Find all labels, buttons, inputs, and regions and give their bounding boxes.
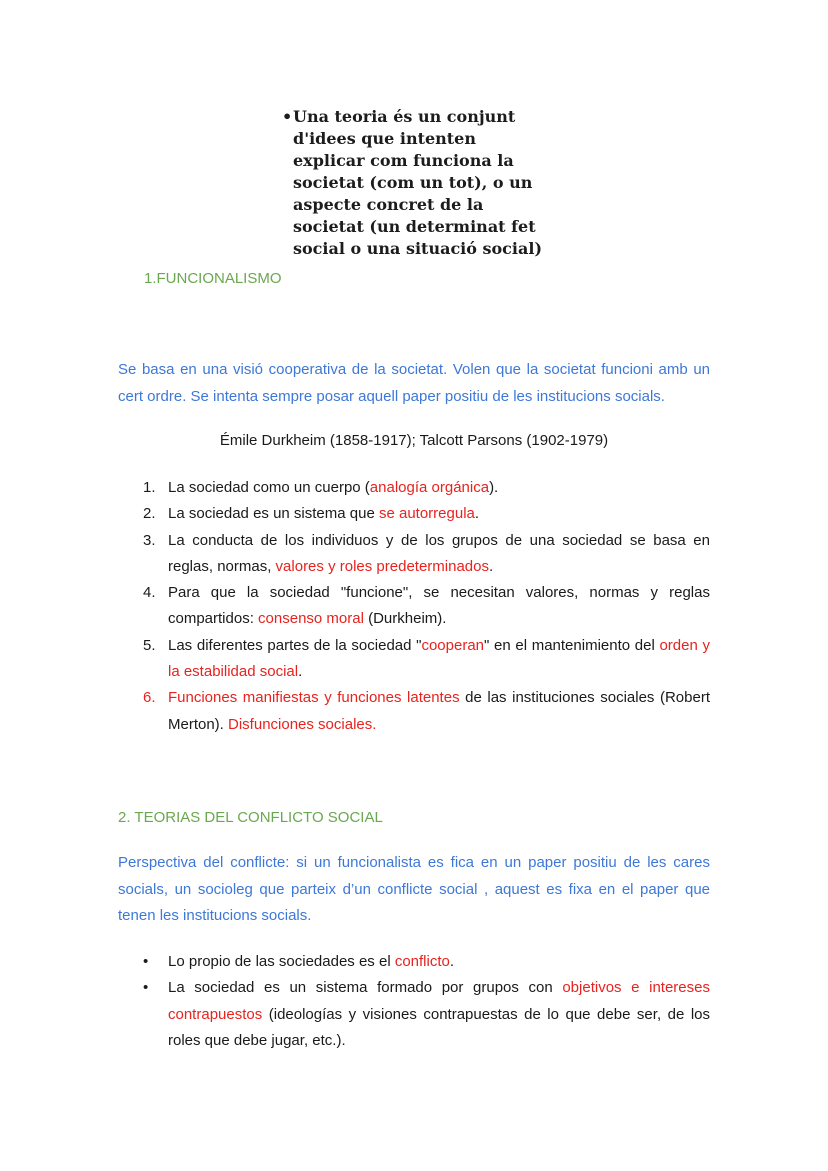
item-highlight: orden y la estabilidad social <box>168 636 710 681</box>
item-highlight: valores y roles predeterminados <box>275 557 489 575</box>
conflicto-description: Perspectiva del conflicte: si un funcionalista es fica en un paper positiu de les cares socials, un socioleg que parteix d’un conflicte social , aquest es fixa en el paper que tenen les institucions socials. <box>118 854 710 924</box>
item-text: La sociedad como un cuerpo ( <box>168 479 370 496</box>
list-number: 2. <box>143 505 156 523</box>
item-text: Para que la sociedad "funcione", se necesitan valores, normas y reglas compartidos: <box>168 584 710 628</box>
funcionalismo-list <box>118 475 710 738</box>
bullet-icon: • <box>143 979 149 997</box>
item-text: (ideologías y visiones contrapuestas de lo que debe ser, de los roles que debe jugar, etc.). <box>168 1005 710 1049</box>
item-text: (Durkheim). <box>363 610 447 628</box>
item-highlight: se autorregula <box>378 505 475 523</box>
item-highlight: Funciones manifiestas y funciones latentes <box>168 689 460 707</box>
item-text: . <box>488 557 494 575</box>
bullet-icon: • <box>282 107 293 126</box>
item-highlight: cooperan <box>421 636 485 654</box>
conflicto-list <box>118 949 710 1054</box>
list-item <box>118 580 710 633</box>
item-text: ). <box>489 479 499 496</box>
item-text: La sociedad es un sistema formado por grupos con <box>168 979 563 997</box>
funcionalismo-description: Se basa en una visió cooperativa de la societat. Volen que la societat funcioni amb un cert ordre. Se intenta sempre posar aquell paper positiu de les institucions socials. <box>118 361 710 405</box>
item-highlight: objetivos e intereses contrapuestos <box>168 979 710 1023</box>
list-number: 1. <box>143 479 156 496</box>
item-text: Las diferentes partes de la sociedad " <box>168 636 422 654</box>
list-item <box>118 501 710 527</box>
list-item <box>118 528 710 581</box>
item-text: " en el mantenimiento del <box>484 636 660 654</box>
authors-line: Émile Durkheim (1858-1917); Talcott Parsons (1902-1979) <box>219 432 609 449</box>
list-item <box>118 633 710 686</box>
item-text: La conducta de los individuos y de los grupos de una sociedad se basa en reglas, normas, <box>168 531 710 575</box>
section-heading-conflicto: 2. TEORIAS DEL CONFLICTO SOCIAL <box>118 809 383 826</box>
bullet-icon: • <box>143 953 149 970</box>
item-text: Lo propio de las sociedades es el <box>168 953 395 970</box>
item-highlight: analogía orgánica <box>369 479 490 496</box>
list-item <box>118 685 710 738</box>
section-heading-funcionalismo: 1.FUNCIONALISMO <box>144 270 282 287</box>
list-item <box>118 975 710 1054</box>
list-number: 5. <box>143 636 156 654</box>
item-highlight: consenso moral <box>258 610 364 628</box>
list-number: 3. <box>143 531 156 549</box>
list-item <box>118 475 710 501</box>
item-text: de las instituciones sociales (Robert Merton). <box>168 689 710 733</box>
item-text: . <box>298 663 303 681</box>
item-text: . <box>474 505 480 523</box>
item-highlight: conflicto <box>394 953 450 970</box>
intro-text: Una teoria és un conjunt d'idees que intenten explicar com funciona la societat (com un tot), o un aspecte concret de la societat (un determinat fet social o una situació social) <box>293 107 543 258</box>
item-text: . <box>449 953 455 970</box>
list-number: 4. <box>143 584 156 602</box>
intro-bullet-point <box>282 106 552 260</box>
list-number: 6. <box>143 689 156 707</box>
item-text: La sociedad es un sistema que <box>168 505 379 523</box>
item-highlight: Disfunciones sociales. <box>228 715 377 733</box>
list-item <box>118 949 710 975</box>
